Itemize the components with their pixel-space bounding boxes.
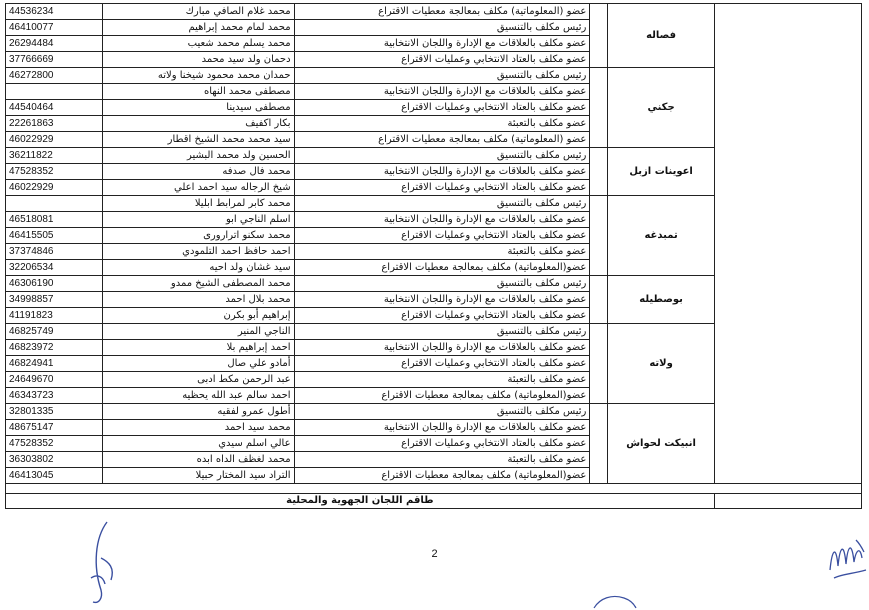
role-cell: رئيس مكلف بالتنسيق bbox=[294, 20, 590, 36]
role-cell: عضو مكلف بالعتاد الانتخابي وعمليات الاقتراع bbox=[294, 100, 590, 116]
member-name-cell: مصطفى محمد النهاه bbox=[102, 84, 294, 100]
gap-cell bbox=[590, 4, 608, 68]
municipality-cell: انبيكت لحواش bbox=[608, 404, 714, 484]
role-cell: عضو مكلف بالعلاقات مع الإدارة واللجان الانتخابية bbox=[294, 420, 590, 436]
caption-margin-cell bbox=[714, 494, 861, 509]
role-cell: رئيس مكلف بالتنسيق bbox=[294, 404, 590, 420]
gap-cell bbox=[590, 196, 608, 276]
role-cell: عضو مكلف بالعلاقات مع الإدارة واللجان الانتخابية bbox=[294, 164, 590, 180]
member-name-cell: محمد لغظف الداه ابده bbox=[102, 452, 294, 468]
role-cell: عضو مكلف بالعلاقات مع الإدارة واللجان الانتخابية bbox=[294, 340, 590, 356]
gap-cell bbox=[590, 68, 608, 148]
phone-cell: 46825749 bbox=[6, 324, 103, 340]
member-name-cell: إبراهيم أبو بكرن bbox=[102, 308, 294, 324]
committee-roster-table bbox=[5, 3, 862, 509]
municipality-cell: بوصطيله bbox=[608, 276, 714, 324]
phone-cell bbox=[6, 196, 103, 212]
member-name-cell: محمد لمام محمد إبراهيم bbox=[102, 20, 294, 36]
gap-cell bbox=[590, 324, 608, 404]
role-cell: رئيس مكلف بالتنسيق bbox=[294, 276, 590, 292]
member-name-cell: محمد فال صدفه bbox=[102, 164, 294, 180]
phone-cell: 48675147 bbox=[6, 420, 103, 436]
role-cell: عضو مكلف بالتعبئة bbox=[294, 244, 590, 260]
role-cell: عضو مكلف بالتعبئة bbox=[294, 452, 590, 468]
role-cell: عضو(المعلوماتية) مكلف بمعالجة معطيات الاقتراع bbox=[294, 260, 590, 276]
municipality-cell: اعوينات ازبل bbox=[608, 148, 714, 196]
phone-cell: 46343723 bbox=[6, 388, 103, 404]
role-cell: عضو مكلف بالعتاد الانتخابي وعمليات الاقتراع bbox=[294, 180, 590, 196]
caption-row bbox=[6, 494, 862, 509]
municipality-cell: جكني bbox=[608, 68, 714, 148]
member-name-cell: عالي اسلم سيدي bbox=[102, 436, 294, 452]
member-name-cell: حمدان محمد محمود شيخنا ولاته bbox=[102, 68, 294, 84]
phone-cell: 46410077 bbox=[6, 20, 103, 36]
phone-cell: 44536234 bbox=[6, 4, 103, 20]
phone-cell: 46272800 bbox=[6, 68, 103, 84]
role-cell: عضو مكلف بالعتاد الانتخابي وعمليات الاقتراع bbox=[294, 52, 590, 68]
phone-cell: 44540464 bbox=[6, 100, 103, 116]
spacer-row bbox=[6, 484, 862, 494]
phone-cell: 47528352 bbox=[6, 436, 103, 452]
handwritten-signature-right bbox=[826, 530, 869, 590]
phone-cell: 46824941 bbox=[6, 356, 103, 372]
member-name-cell: سيد محمد محمد الشيخ اقطار bbox=[102, 132, 294, 148]
role-cell: عضو (المعلوماتية) مكلف بمعالجة معطيات الاقتراع bbox=[294, 4, 590, 20]
phone-cell: 32206534 bbox=[6, 260, 103, 276]
role-cell: عضو (المعلوماتية) مكلف بمعالجة معطيات الاقتراع bbox=[294, 132, 590, 148]
member-name-cell: التراد سيد المختار حبيلا bbox=[102, 468, 294, 484]
role-cell: عضو مكلف بالعتاد الانتخابي وعمليات الاقتراع bbox=[294, 308, 590, 324]
phone-cell: 41191823 bbox=[6, 308, 103, 324]
role-cell: رئيس مكلف بالتنسيق bbox=[294, 324, 590, 340]
table-row bbox=[6, 4, 862, 20]
member-name-cell: محمد المصطفى الشيخ ممدو bbox=[102, 276, 294, 292]
member-name-cell: محمد غلام الصافي مبارك bbox=[102, 4, 294, 20]
member-name-cell: احمد حافظ احمد التلمودي bbox=[102, 244, 294, 260]
phone-cell: 46415505 bbox=[6, 228, 103, 244]
phone-cell: 37766669 bbox=[6, 52, 103, 68]
handwritten-initial-left bbox=[85, 518, 125, 608]
phone-cell: 32801335 bbox=[6, 404, 103, 420]
phone-cell: 46823972 bbox=[6, 340, 103, 356]
member-name-cell: الحسين ولد محمد البشير bbox=[102, 148, 294, 164]
member-name-cell: محمد يسلم محمد شعيب bbox=[102, 36, 294, 52]
member-name-cell: دحمان ولد سيد محمد bbox=[102, 52, 294, 68]
phone-cell: 46022929 bbox=[6, 180, 103, 196]
role-cell: عضو مكلف بالعتاد الانتخابي وعمليات الاقتراع bbox=[294, 228, 590, 244]
roster-body bbox=[6, 4, 862, 509]
table-caption: طاقم اللجان الجهوية والمحلية bbox=[6, 494, 715, 509]
phone-cell: 26294484 bbox=[6, 36, 103, 52]
member-name-cell: عبد الرحمن مكط ادبى bbox=[102, 372, 294, 388]
page-number: 2 bbox=[431, 548, 438, 560]
member-name-cell: احمد إبراهيم بلا bbox=[102, 340, 294, 356]
phone-cell: 46306190 bbox=[6, 276, 103, 292]
member-name-cell: اسلم الناجي ابو bbox=[102, 212, 294, 228]
gap-cell bbox=[590, 404, 608, 484]
phone-cell: 36303802 bbox=[6, 452, 103, 468]
member-name-cell: محمد سيد احمد bbox=[102, 420, 294, 436]
member-name-cell: محمد سكنو اترارورى bbox=[102, 228, 294, 244]
member-name-cell: محمد بلال احمد bbox=[102, 292, 294, 308]
role-cell: عضو مكلف بالعلاقات مع الإدارة واللجان الانتخابية bbox=[294, 292, 590, 308]
role-cell: عضو مكلف بالتعبئة bbox=[294, 116, 590, 132]
phone-cell: 24649670 bbox=[6, 372, 103, 388]
member-name-cell: مصطفى سيدينا bbox=[102, 100, 294, 116]
member-name-cell: شيخ الرجاله سيد احمد اعلي bbox=[102, 180, 294, 196]
role-cell: عضو مكلف بالعلاقات مع الإدارة واللجان الانتخابية bbox=[294, 212, 590, 228]
phone-cell: 34998857 bbox=[6, 292, 103, 308]
member-name-cell: أمادو علي صال bbox=[102, 356, 294, 372]
member-name-cell: الناجي المنير bbox=[102, 324, 294, 340]
blank-margin-cell bbox=[714, 4, 861, 484]
role-cell: عضو(المعلوماتية) مكلف بمعالجة معطيات الاقتراع bbox=[294, 468, 590, 484]
role-cell: عضو مكلف بالعتاد الانتخابي وعمليات الاقتراع bbox=[294, 436, 590, 452]
role-cell: رئيس مكلف بالتنسيق bbox=[294, 196, 590, 212]
phone-cell: 37374846 bbox=[6, 244, 103, 260]
member-name-cell: أطول عمرو لفقيه bbox=[102, 404, 294, 420]
spacer-cell bbox=[6, 484, 862, 494]
member-name-cell: احمد سالم عبد الله يحظيه bbox=[102, 388, 294, 404]
phone-cell: 46413045 bbox=[6, 468, 103, 484]
role-cell: عضو(المعلوماتية) مكلف بمعالجة معطيات الاقتراع bbox=[294, 388, 590, 404]
role-cell: عضو مكلف بالتعبئة bbox=[294, 372, 590, 388]
role-cell: رئيس مكلف بالتنسيق bbox=[294, 148, 590, 164]
municipality-cell: فصاله bbox=[608, 4, 714, 68]
municipality-cell: تمبدغه bbox=[608, 196, 714, 276]
role-cell: رئيس مكلف بالتنسيق bbox=[294, 68, 590, 84]
municipality-cell: ولاته bbox=[608, 324, 714, 404]
member-name-cell: سيد غشان ولد احيه bbox=[102, 260, 294, 276]
member-name-cell: بكار اكفيف bbox=[102, 116, 294, 132]
member-name-cell: محمد كابر لمرابط ابليلا bbox=[102, 196, 294, 212]
phone-cell: 46022929 bbox=[6, 132, 103, 148]
phone-cell bbox=[6, 84, 103, 100]
role-cell: عضو مكلف بالعتاد الانتخابي وعمليات الاقتراع bbox=[294, 356, 590, 372]
phone-cell: 22261863 bbox=[6, 116, 103, 132]
phone-cell: 47528352 bbox=[6, 164, 103, 180]
gap-cell bbox=[590, 148, 608, 196]
role-cell: عضو مكلف بالعلاقات مع الإدارة واللجان الانتخابية bbox=[294, 84, 590, 100]
phone-cell: 36211822 bbox=[6, 148, 103, 164]
role-cell: عضو مكلف بالعلاقات مع الإدارة واللجان الانتخابية bbox=[294, 36, 590, 52]
handwritten-mark-bottom bbox=[590, 590, 640, 610]
gap-cell bbox=[590, 276, 608, 324]
phone-cell: 46518081 bbox=[6, 212, 103, 228]
